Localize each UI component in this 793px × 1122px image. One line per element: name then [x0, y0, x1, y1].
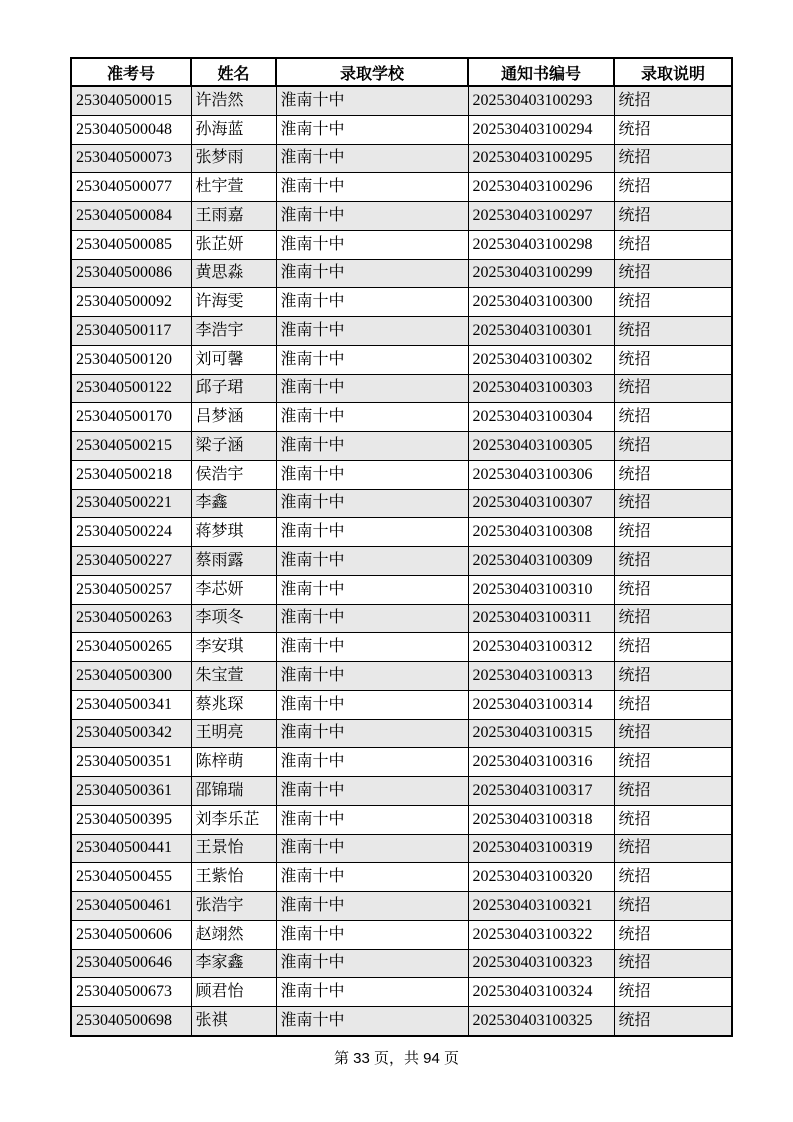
- school-cell: 淮南十中: [276, 575, 468, 604]
- table-row: [71, 259, 732, 288]
- page-indicator: 第 33 页，共 94 页: [333, 1050, 460, 1067]
- exam-number-cell: 253040500117: [71, 317, 191, 346]
- school-cell: 淮南十中: [276, 949, 468, 978]
- admission-type-cell: 统招: [614, 978, 732, 1007]
- school-cell: 淮南十中: [276, 805, 468, 834]
- notice-number-cell: 202530403100301: [468, 317, 614, 346]
- notice-number-cell: 202530403100319: [468, 834, 614, 863]
- name-cell: 张梦雨: [191, 144, 276, 173]
- admission-table: [70, 57, 733, 1037]
- exam-number-cell: 253040500085: [71, 230, 191, 259]
- exam-number-cell: 253040500341: [71, 690, 191, 719]
- name-cell: 王景怡: [191, 834, 276, 863]
- notice-number-cell: 202530403100302: [468, 345, 614, 374]
- name-cell: 侯浩宇: [191, 460, 276, 489]
- table-row: [71, 288, 732, 317]
- admission-type-cell: 统招: [614, 604, 732, 633]
- table-row: [71, 202, 732, 231]
- school-cell: 淮南十中: [276, 259, 468, 288]
- table-row: [71, 115, 732, 144]
- name-cell: 张芷妍: [191, 230, 276, 259]
- table-row: [71, 690, 732, 719]
- admission-type-cell: 统招: [614, 719, 732, 748]
- school-cell: 淮南十中: [276, 662, 468, 691]
- exam-number-cell: 253040500221: [71, 489, 191, 518]
- school-cell: 淮南十中: [276, 633, 468, 662]
- name-cell: 刘可馨: [191, 345, 276, 374]
- exam-number-cell: 253040500361: [71, 777, 191, 806]
- notice-number-cell: 202530403100298: [468, 230, 614, 259]
- name-cell: 李家鑫: [191, 949, 276, 978]
- name-cell: 李浩宇: [191, 317, 276, 346]
- name-cell: 梁子涵: [191, 432, 276, 461]
- table-row: [71, 920, 732, 949]
- table-row: [71, 978, 732, 1007]
- admission-type-cell: 统招: [614, 834, 732, 863]
- school-cell: 淮南十中: [276, 719, 468, 748]
- notice-number-cell: 202530403100296: [468, 173, 614, 202]
- notice-number-cell: 202530403100307: [468, 489, 614, 518]
- exam-number-cell: 253040500300: [71, 662, 191, 691]
- notice-number-cell: 202530403100311: [468, 604, 614, 633]
- admission-type-cell: 统招: [614, 144, 732, 173]
- notice-number-cell: 202530403100312: [468, 633, 614, 662]
- col-header-notice-number: 通知书编号: [468, 58, 614, 86]
- name-cell: 张浩宇: [191, 892, 276, 921]
- admission-type-cell: 统招: [614, 949, 732, 978]
- school-cell: 淮南十中: [276, 834, 468, 863]
- admission-type-cell: 统招: [614, 920, 732, 949]
- admission-type-cell: 统招: [614, 892, 732, 921]
- name-cell: 吕梦涵: [191, 403, 276, 432]
- exam-number-cell: 253040500395: [71, 805, 191, 834]
- exam-number-cell: 253040500122: [71, 374, 191, 403]
- exam-number-cell: 253040500646: [71, 949, 191, 978]
- notice-number-cell: 202530403100297: [468, 202, 614, 231]
- col-header-exam-number: 准考号: [71, 58, 191, 86]
- notice-number-cell: 202530403100321: [468, 892, 614, 921]
- table-body: [71, 86, 732, 1036]
- notice-number-cell: 202530403100315: [468, 719, 614, 748]
- school-cell: 淮南十中: [276, 345, 468, 374]
- table-row: [71, 575, 732, 604]
- table-row: [71, 604, 732, 633]
- table-row: [71, 719, 732, 748]
- exam-number-cell: 253040500265: [71, 633, 191, 662]
- notice-number-cell: 202530403100304: [468, 403, 614, 432]
- name-cell: 邱子珺: [191, 374, 276, 403]
- school-cell: 淮南十中: [276, 432, 468, 461]
- exam-number-cell: 253040500606: [71, 920, 191, 949]
- exam-number-cell: 253040500077: [71, 173, 191, 202]
- page-footer: [0, 1047, 793, 1068]
- school-cell: 淮南十中: [276, 230, 468, 259]
- notice-number-cell: 202530403100324: [468, 978, 614, 1007]
- table-row: [71, 460, 732, 489]
- name-cell: 张祺: [191, 1007, 276, 1036]
- table-row: [71, 345, 732, 374]
- notice-number-cell: 202530403100300: [468, 288, 614, 317]
- table-row: [71, 863, 732, 892]
- table-row: [71, 777, 732, 806]
- notice-number-cell: 202530403100318: [468, 805, 614, 834]
- school-cell: 淮南十中: [276, 317, 468, 346]
- table-header: [71, 58, 732, 86]
- name-cell: 王紫怡: [191, 863, 276, 892]
- name-cell: 孙海蓝: [191, 115, 276, 144]
- name-cell: 许海雯: [191, 288, 276, 317]
- school-cell: 淮南十中: [276, 1007, 468, 1036]
- school-cell: 淮南十中: [276, 144, 468, 173]
- notice-number-cell: 202530403100299: [468, 259, 614, 288]
- name-cell: 李安琪: [191, 633, 276, 662]
- table-row: [71, 86, 732, 115]
- school-cell: 淮南十中: [276, 518, 468, 547]
- admission-type-cell: 统招: [614, 518, 732, 547]
- admission-type-cell: 统招: [614, 230, 732, 259]
- exam-number-cell: 253040500455: [71, 863, 191, 892]
- admission-type-cell: 统招: [614, 805, 732, 834]
- table-row: [71, 547, 732, 576]
- exam-number-cell: 253040500092: [71, 288, 191, 317]
- exam-number-cell: 253040500673: [71, 978, 191, 1007]
- table-row: [71, 317, 732, 346]
- name-cell: 王明亮: [191, 719, 276, 748]
- admission-type-cell: 统招: [614, 173, 732, 202]
- col-header-school: 录取学校: [276, 58, 468, 86]
- notice-number-cell: 202530403100305: [468, 432, 614, 461]
- school-cell: 淮南十中: [276, 777, 468, 806]
- admission-type-cell: 统招: [614, 86, 732, 115]
- school-cell: 淮南十中: [276, 403, 468, 432]
- school-cell: 淮南十中: [276, 460, 468, 489]
- name-cell: 李芯妍: [191, 575, 276, 604]
- admission-type-cell: 统招: [614, 662, 732, 691]
- admission-type-cell: 统招: [614, 575, 732, 604]
- name-cell: 蔡兆琛: [191, 690, 276, 719]
- name-cell: 王雨嘉: [191, 202, 276, 231]
- notice-number-cell: 202530403100306: [468, 460, 614, 489]
- exam-number-cell: 253040500441: [71, 834, 191, 863]
- exam-number-cell: 253040500263: [71, 604, 191, 633]
- notice-number-cell: 202530403100308: [468, 518, 614, 547]
- exam-number-cell: 253040500073: [71, 144, 191, 173]
- school-cell: 淮南十中: [276, 604, 468, 633]
- exam-number-cell: 253040500257: [71, 575, 191, 604]
- school-cell: 淮南十中: [276, 173, 468, 202]
- table-row: [71, 662, 732, 691]
- notice-number-cell: 202530403100309: [468, 547, 614, 576]
- name-cell: 陈梓萌: [191, 748, 276, 777]
- notice-number-cell: 202530403100317: [468, 777, 614, 806]
- exam-number-cell: 253040500698: [71, 1007, 191, 1036]
- exam-number-cell: 253040500015: [71, 86, 191, 115]
- notice-number-cell: 202530403100316: [468, 748, 614, 777]
- name-cell: 李鑫: [191, 489, 276, 518]
- notice-number-cell: 202530403100293: [468, 86, 614, 115]
- table-row: [71, 748, 732, 777]
- school-cell: 淮南十中: [276, 547, 468, 576]
- notice-number-cell: 202530403100325: [468, 1007, 614, 1036]
- name-cell: 李项冬: [191, 604, 276, 633]
- admission-type-cell: 统招: [614, 259, 732, 288]
- name-cell: 赵翊然: [191, 920, 276, 949]
- notice-number-cell: 202530403100314: [468, 690, 614, 719]
- table-row: [71, 1007, 732, 1036]
- table-row: [71, 805, 732, 834]
- school-cell: 淮南十中: [276, 690, 468, 719]
- name-cell: 顾君怡: [191, 978, 276, 1007]
- school-cell: 淮南十中: [276, 288, 468, 317]
- name-cell: 许浩然: [191, 86, 276, 115]
- col-header-admission-type: 录取说明: [614, 58, 732, 86]
- admission-type-cell: 统招: [614, 345, 732, 374]
- exam-number-cell: 253040500218: [71, 460, 191, 489]
- name-cell: 蔡雨露: [191, 547, 276, 576]
- admission-type-cell: 统招: [614, 690, 732, 719]
- admission-type-cell: 统招: [614, 1007, 732, 1036]
- name-cell: 杜宇萱: [191, 173, 276, 202]
- admission-type-cell: 统招: [614, 202, 732, 231]
- admission-type-cell: 统招: [614, 748, 732, 777]
- school-cell: 淮南十中: [276, 86, 468, 115]
- header-row: [71, 58, 732, 86]
- table-row: [71, 834, 732, 863]
- notice-number-cell: 202530403100322: [468, 920, 614, 949]
- school-cell: 淮南十中: [276, 115, 468, 144]
- exam-number-cell: 253040500224: [71, 518, 191, 547]
- exam-number-cell: 253040500086: [71, 259, 191, 288]
- admission-type-cell: 统招: [614, 288, 732, 317]
- exam-number-cell: 253040500227: [71, 547, 191, 576]
- admission-type-cell: 统招: [614, 374, 732, 403]
- admission-type-cell: 统招: [614, 547, 732, 576]
- admission-type-cell: 统招: [614, 777, 732, 806]
- name-cell: 刘李乐芷: [191, 805, 276, 834]
- table-row: [71, 403, 732, 432]
- table-row: [71, 892, 732, 921]
- col-header-name: 姓名: [191, 58, 276, 86]
- table-row: [71, 489, 732, 518]
- school-cell: 淮南十中: [276, 978, 468, 1007]
- exam-number-cell: 253040500084: [71, 202, 191, 231]
- name-cell: 蒋梦琪: [191, 518, 276, 547]
- exam-number-cell: 253040500215: [71, 432, 191, 461]
- table-row: [71, 518, 732, 547]
- exam-number-cell: 253040500120: [71, 345, 191, 374]
- school-cell: 淮南十中: [276, 920, 468, 949]
- notice-number-cell: 202530403100323: [468, 949, 614, 978]
- admission-type-cell: 统招: [614, 460, 732, 489]
- school-cell: 淮南十中: [276, 374, 468, 403]
- admission-type-cell: 统招: [614, 489, 732, 518]
- notice-number-cell: 202530403100310: [468, 575, 614, 604]
- table-row: [71, 633, 732, 662]
- table-row: [71, 432, 732, 461]
- notice-number-cell: 202530403100303: [468, 374, 614, 403]
- exam-number-cell: 253040500048: [71, 115, 191, 144]
- admission-type-cell: 统招: [614, 317, 732, 346]
- notice-number-cell: 202530403100294: [468, 115, 614, 144]
- name-cell: 黄思淼: [191, 259, 276, 288]
- admission-type-cell: 统招: [614, 633, 732, 662]
- admission-type-cell: 统招: [614, 115, 732, 144]
- notice-number-cell: 202530403100313: [468, 662, 614, 691]
- exam-number-cell: 253040500351: [71, 748, 191, 777]
- school-cell: 淮南十中: [276, 892, 468, 921]
- school-cell: 淮南十中: [276, 489, 468, 518]
- table-row: [71, 173, 732, 202]
- table-row: [71, 374, 732, 403]
- school-cell: 淮南十中: [276, 748, 468, 777]
- name-cell: 朱宝萱: [191, 662, 276, 691]
- admission-type-cell: 统招: [614, 863, 732, 892]
- exam-number-cell: 253040500342: [71, 719, 191, 748]
- school-cell: 淮南十中: [276, 202, 468, 231]
- exam-number-cell: 253040500170: [71, 403, 191, 432]
- admission-type-cell: 统招: [614, 432, 732, 461]
- notice-number-cell: 202530403100320: [468, 863, 614, 892]
- notice-number-cell: 202530403100295: [468, 144, 614, 173]
- admission-type-cell: 统招: [614, 403, 732, 432]
- table-row: [71, 144, 732, 173]
- exam-number-cell: 253040500461: [71, 892, 191, 921]
- table-row: [71, 949, 732, 978]
- table-row: [71, 230, 732, 259]
- school-cell: 淮南十中: [276, 863, 468, 892]
- name-cell: 邵锦瑞: [191, 777, 276, 806]
